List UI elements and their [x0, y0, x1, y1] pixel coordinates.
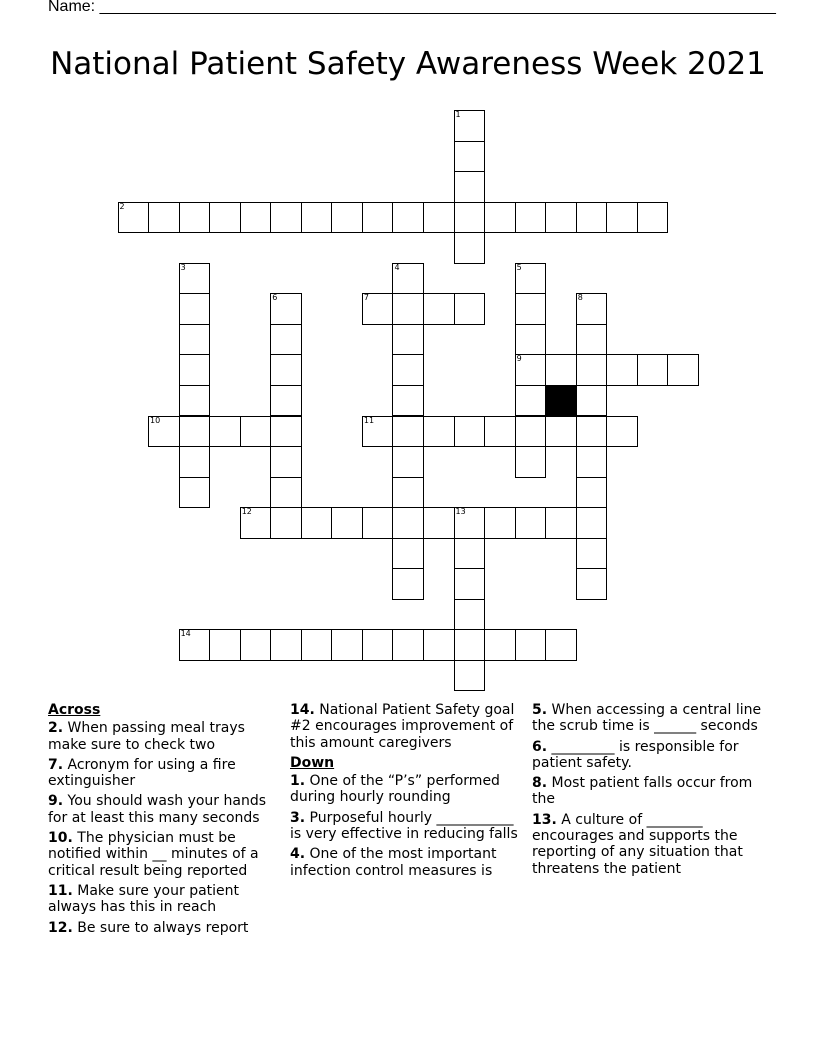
grid-cell[interactable]	[545, 354, 577, 386]
clues-column-1	[48, 702, 283, 940]
grid-cell[interactable]	[179, 385, 211, 417]
clue-number: 3.	[290, 809, 306, 826]
grid-cell[interactable]	[270, 385, 302, 417]
clues-column-3	[532, 702, 772, 881]
grid-cell[interactable]	[484, 416, 516, 448]
grid-cell[interactable]	[392, 354, 424, 386]
clue-item	[48, 883, 283, 916]
grid-cell[interactable]	[270, 507, 302, 539]
grid-cell[interactable]	[392, 293, 424, 325]
clue-item	[48, 720, 283, 753]
grid-cell[interactable]	[209, 416, 241, 448]
clue-item	[48, 920, 283, 936]
grid-cell[interactable]	[423, 629, 455, 661]
grid-cell[interactable]	[637, 354, 669, 386]
clue-text: National Patient Safety goal #2 encourages improvement of this amount caregivers	[290, 702, 515, 751]
clue-number: 10.	[48, 830, 73, 847]
grid-cell[interactable]	[179, 477, 211, 509]
grid-cell[interactable]	[270, 446, 302, 478]
grid-cell[interactable]	[515, 324, 547, 356]
clue-text: Most patient falls occur from the	[532, 775, 753, 808]
grid-cell[interactable]	[270, 324, 302, 356]
grid-cell[interactable]	[545, 629, 577, 661]
clue-number: 11.	[48, 882, 73, 899]
cell-number: 5	[516, 262, 522, 272]
clue-item	[48, 793, 283, 826]
down-heading: Down	[290, 754, 335, 771]
grid-cell[interactable]	[392, 568, 424, 600]
grid-cell[interactable]	[484, 202, 516, 234]
grid-cell[interactable]	[606, 416, 638, 448]
grid-cell[interactable]	[240, 629, 272, 661]
grid-cell[interactable]	[576, 538, 608, 570]
cell-number: 10	[150, 415, 161, 425]
clue-item	[48, 757, 283, 790]
grid-cell[interactable]	[270, 416, 302, 448]
grid-cell[interactable]	[576, 354, 608, 386]
grid-cell[interactable]	[576, 324, 608, 356]
grid-cell[interactable]	[240, 507, 272, 539]
grid-cell[interactable]	[392, 477, 424, 509]
grid-cell[interactable]	[454, 599, 486, 631]
grid-cell[interactable]	[454, 110, 486, 142]
clue-item	[532, 739, 772, 772]
grid-cell[interactable]	[515, 263, 547, 295]
grid-cell[interactable]	[423, 202, 455, 234]
clue-number: 9.	[48, 793, 64, 810]
cell-number: 2	[119, 201, 125, 211]
grid-cell[interactable]	[606, 202, 638, 234]
across-heading: Across	[48, 702, 101, 718]
cell-number: 8	[577, 293, 583, 303]
clue-number: 1.	[290, 773, 306, 790]
grid-cell[interactable]	[392, 629, 424, 661]
clue-number: 14.	[290, 702, 315, 718]
grid-cell[interactable]	[301, 202, 333, 234]
grid-cell[interactable]	[515, 385, 547, 417]
grid-cell[interactable]	[576, 446, 608, 478]
grid-cell[interactable]	[576, 507, 608, 539]
grid-cell[interactable]	[454, 660, 486, 692]
cell-number: 11	[363, 415, 375, 425]
clue-number: 5.	[532, 702, 548, 718]
clue-text: When accessing a central line the scrub time is ______ seconds	[532, 702, 762, 735]
grid-cell[interactable]	[484, 629, 516, 661]
grid-cell[interactable]	[392, 507, 424, 539]
grid-cell[interactable]	[515, 629, 547, 661]
clue-text: The physician must be notified within __ minutes of a critical result being reported	[48, 830, 259, 879]
grid-cell[interactable]	[362, 416, 394, 448]
grid-cell[interactable]	[179, 324, 211, 356]
cell-number: 13	[455, 507, 466, 517]
grid-cell[interactable]	[331, 202, 363, 234]
grid-cell[interactable]	[179, 354, 211, 386]
grid-cell[interactable]	[576, 293, 608, 325]
grid-cell[interactable]	[667, 354, 699, 386]
clue-number: 6.	[532, 738, 548, 755]
grid-cell[interactable]	[362, 202, 394, 234]
cell-number: 12	[241, 507, 252, 517]
grid-cell[interactable]	[362, 629, 394, 661]
clue-number: 4.	[290, 846, 306, 863]
grid-cell[interactable]	[606, 354, 638, 386]
grid-cell[interactable]	[484, 507, 516, 539]
grid-cell[interactable]	[545, 202, 577, 234]
grid-cell[interactable]	[392, 538, 424, 570]
clue-text: Make sure your patient always has this in reach	[48, 882, 240, 916]
clue-number: 8.	[532, 775, 548, 792]
clue-number: 12.	[48, 919, 73, 936]
clue-item	[532, 702, 772, 735]
grid-cell[interactable]	[515, 446, 547, 478]
clue-item	[532, 775, 772, 808]
grid-cell[interactable]	[270, 477, 302, 509]
clue-item	[532, 812, 772, 877]
cell-number: 9	[516, 354, 522, 364]
grid-cell[interactable]	[515, 293, 547, 325]
grid-cell[interactable]	[515, 202, 547, 234]
clue-text: _________ is responsible for patient safety.	[532, 738, 739, 771]
grid-cell[interactable]	[179, 293, 211, 325]
clue-item	[290, 773, 518, 806]
grid-cell[interactable]	[118, 202, 150, 234]
grid-cell[interactable]	[576, 477, 608, 509]
grid-cell[interactable]	[576, 416, 608, 448]
clue-text: One of the “P’s” performed during hourly rounding	[290, 773, 500, 806]
grid-cell[interactable]	[545, 507, 577, 539]
clue-number: 7.	[48, 756, 64, 773]
grid-cell[interactable]	[423, 293, 455, 325]
clue-text: Purposeful hourly ___________ is very effective in reducing falls	[290, 809, 518, 843]
grid-cell[interactable]	[576, 385, 608, 417]
grid-cell[interactable]	[423, 507, 455, 539]
grid-cell[interactable]	[637, 202, 669, 234]
grid-cell[interactable]	[454, 141, 486, 173]
name-field-line[interactable]: Name: ____________________________________________________________________________	[48, 0, 776, 15]
grid-cell[interactable]	[515, 354, 547, 386]
grid-cell[interactable]	[545, 416, 577, 448]
grid-cell[interactable]	[515, 507, 547, 539]
grid-cell[interactable]	[179, 629, 211, 661]
clue-text: Be sure to always report	[72, 919, 249, 936]
clue-text: Acronym for using a fire extinguisher	[48, 756, 236, 790]
grid-cell[interactable]	[209, 629, 241, 661]
grid-cell[interactable]	[179, 446, 211, 478]
grid-cell[interactable]	[454, 629, 486, 661]
grid-cell[interactable]	[392, 385, 424, 417]
grid-cell[interactable]	[392, 446, 424, 478]
cell-number: 14	[180, 629, 191, 639]
grid-cell[interactable]	[454, 293, 486, 325]
puzzle-title: National Patient Safety Awareness Week 2021	[50, 46, 766, 82]
clue-text: One of the most important infection control measures is	[290, 846, 497, 879]
grid-cell[interactable]	[179, 202, 211, 234]
grid-cell[interactable]	[576, 202, 608, 234]
grid-cell[interactable]	[179, 416, 211, 448]
grid-cell[interactable]	[454, 416, 486, 448]
grid-cell[interactable]	[179, 263, 211, 295]
grid-cell[interactable]	[270, 354, 302, 386]
grid-cell[interactable]	[148, 202, 180, 234]
clue-text: When passing meal trays make sure to check two	[48, 720, 245, 753]
clue-item	[290, 846, 518, 879]
clue-item	[48, 830, 283, 879]
clue-number: 2.	[48, 720, 64, 737]
clue-item	[290, 810, 518, 843]
clue-number: 13.	[532, 811, 557, 828]
grid-cell[interactable]	[270, 629, 302, 661]
grid-cell[interactable]	[454, 202, 486, 234]
grid-cell[interactable]	[270, 202, 302, 234]
clue-item	[290, 702, 518, 751]
grid-cell[interactable]	[392, 202, 424, 234]
grid-cell[interactable]	[270, 293, 302, 325]
grid-cell[interactable]	[515, 416, 547, 448]
cell-number: 3	[180, 262, 186, 272]
grid-cell[interactable]	[362, 507, 394, 539]
cell-number: 7	[363, 293, 369, 303]
cell-number: 4	[394, 262, 400, 272]
cell-number: 1	[455, 110, 461, 119]
grid-cell[interactable]	[362, 293, 394, 325]
grid-cell[interactable]	[331, 629, 363, 661]
grid-cell[interactable]	[392, 263, 424, 295]
grid-cell[interactable]	[454, 171, 486, 203]
grid-cell[interactable]	[454, 568, 486, 600]
cell-number: 6	[272, 293, 278, 303]
grid-cell[interactable]	[209, 202, 241, 234]
grid-cell[interactable]	[576, 568, 608, 600]
clue-text: A culture of ________ encourages and supports the reporting of any situation that threatens the patient	[532, 811, 743, 877]
grid-cell[interactable]	[423, 416, 455, 448]
grid-cell[interactable]	[148, 416, 180, 448]
grid-cell[interactable]	[301, 507, 333, 539]
grid-cell[interactable]	[454, 538, 486, 570]
black-cell	[545, 385, 577, 417]
grid-cell[interactable]	[301, 629, 333, 661]
grid-cell[interactable]	[331, 507, 363, 539]
grid-cell[interactable]	[392, 416, 424, 448]
clue-text: You should wash your hands for at least this many seconds	[48, 793, 267, 826]
grid-cell[interactable]	[240, 202, 272, 234]
grid-cell[interactable]	[392, 324, 424, 356]
grid-cell[interactable]	[454, 507, 486, 539]
grid-cell[interactable]	[454, 232, 486, 264]
clues-column-2	[290, 702, 518, 883]
grid-cell[interactable]	[240, 416, 272, 448]
